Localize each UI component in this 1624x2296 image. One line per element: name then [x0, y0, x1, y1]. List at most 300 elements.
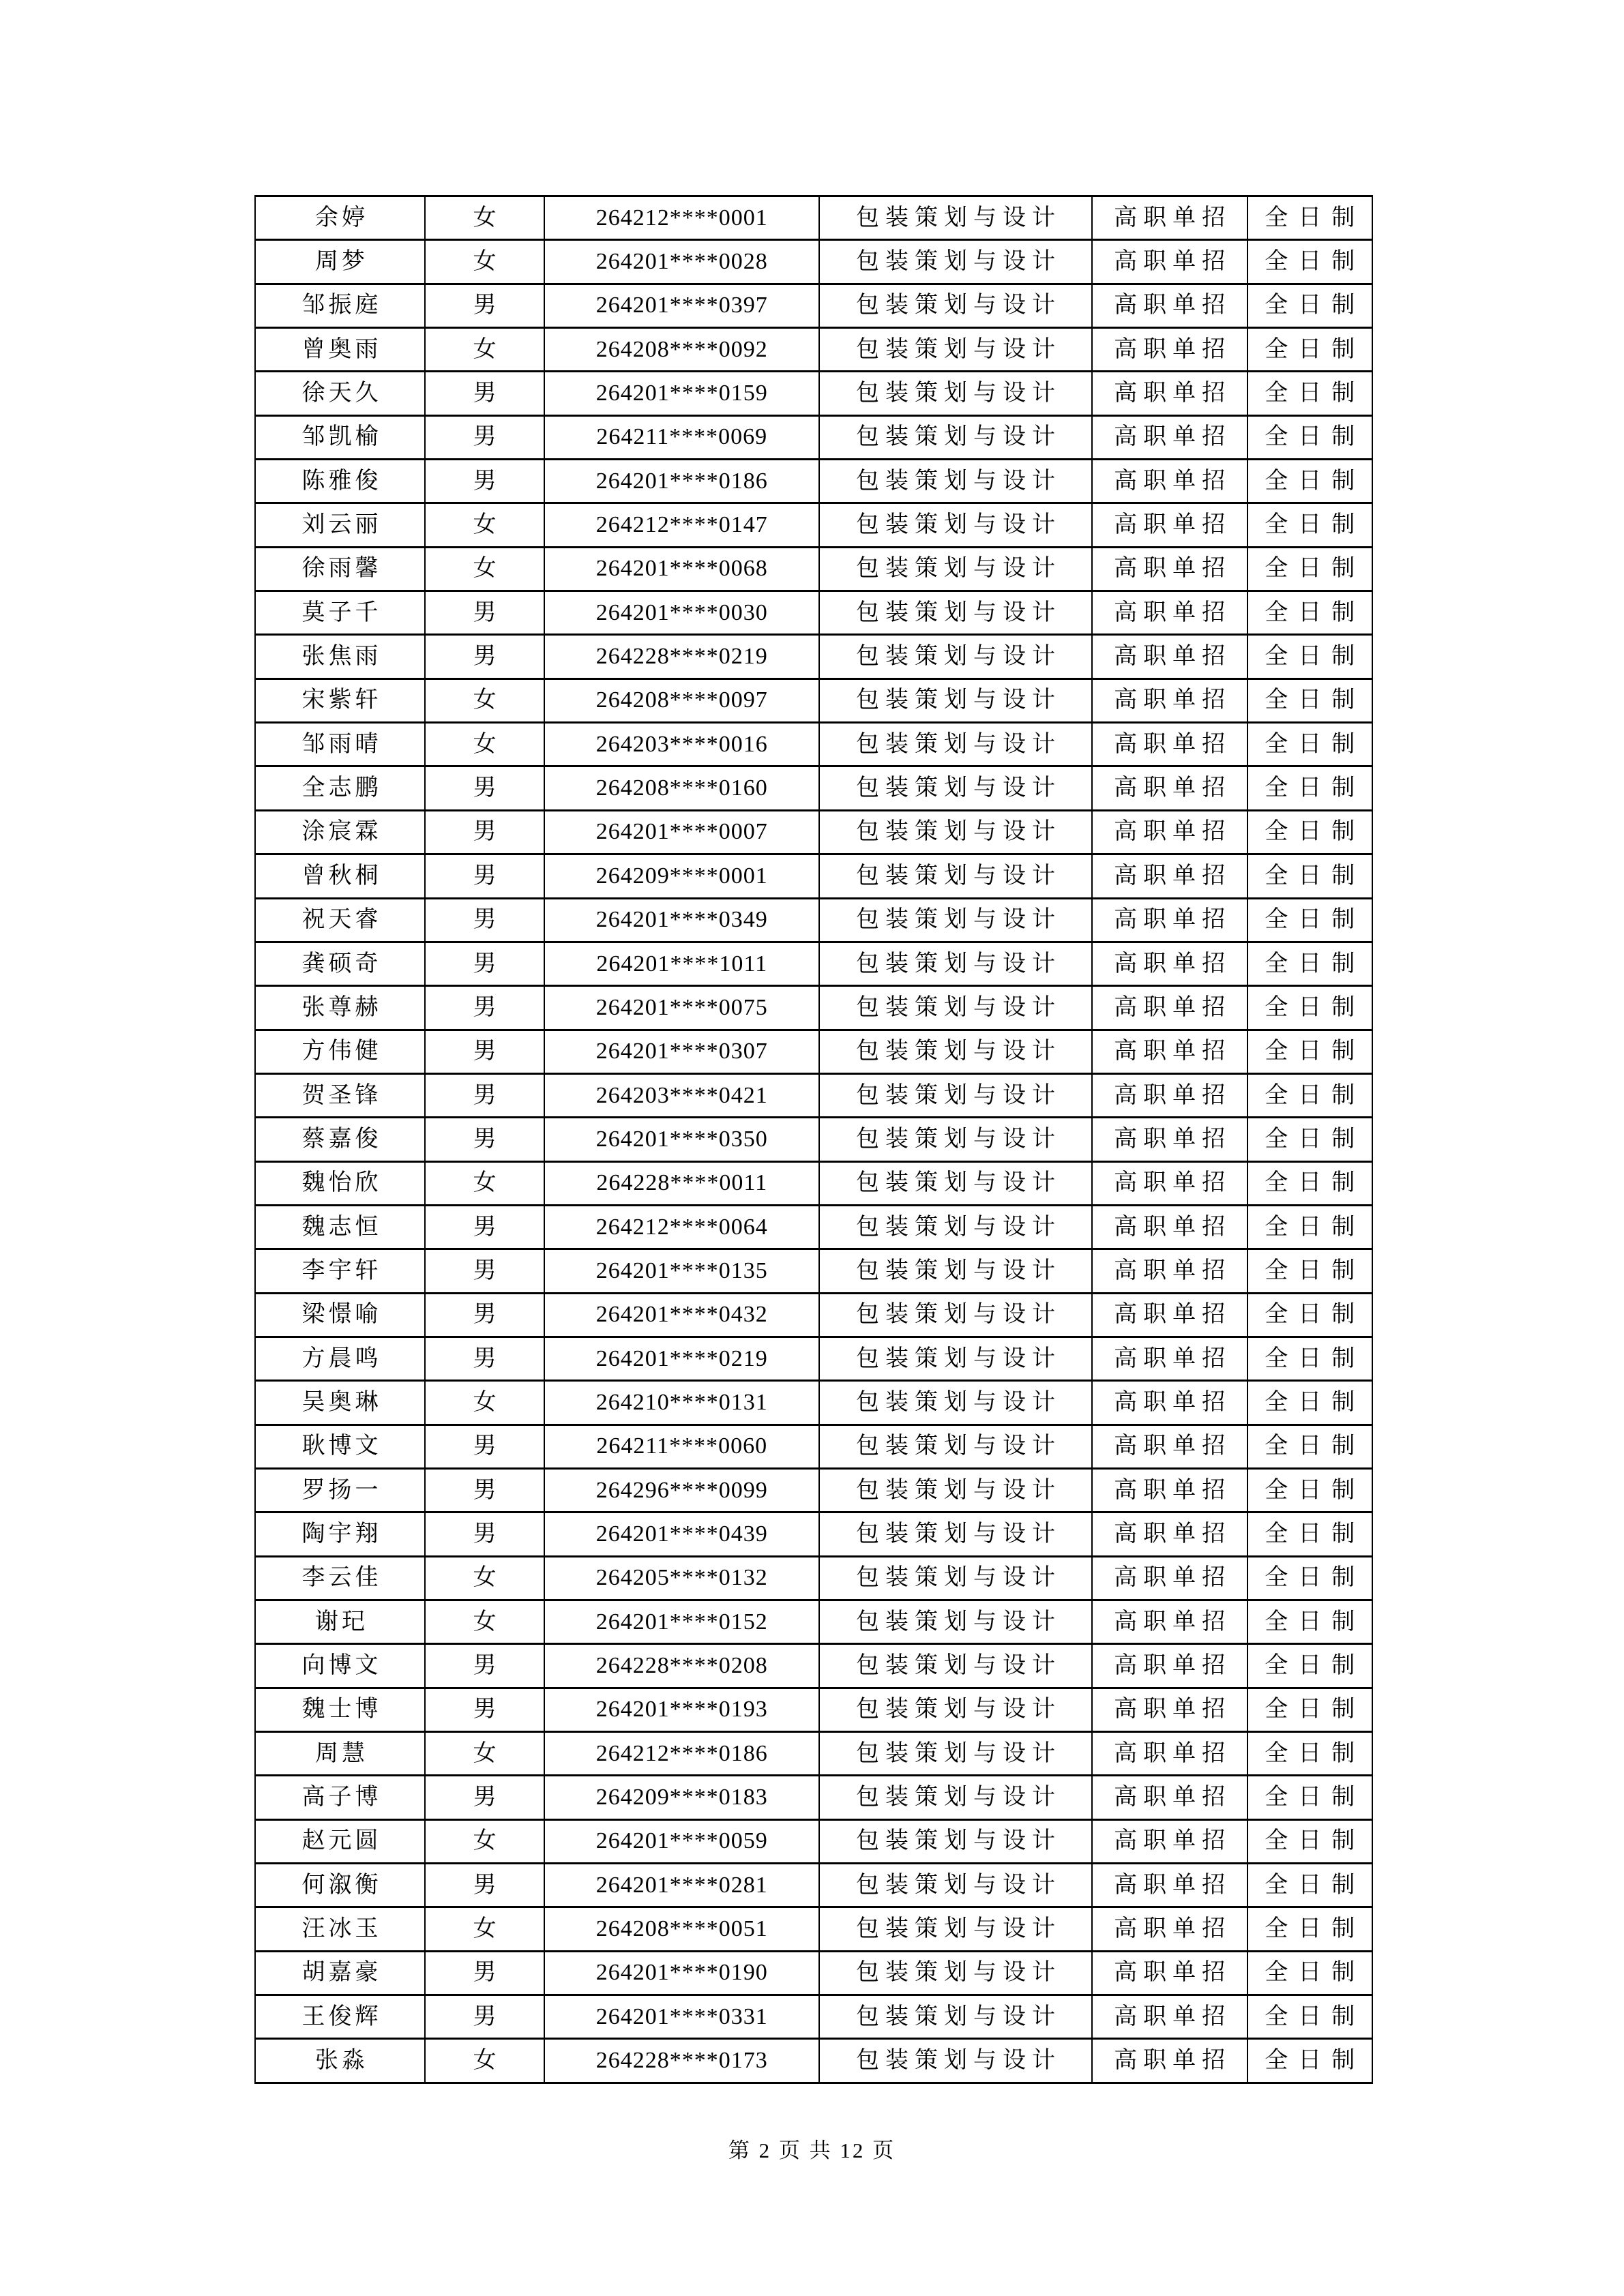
exam_id-cell: 264212****0001	[544, 196, 819, 240]
name-cell: 吴奥琳	[255, 1381, 425, 1425]
table-row	[255, 547, 1372, 591]
exam_id-cell: 264296****0099	[544, 1468, 819, 1512]
major-cell: 包装策划与设计	[819, 1381, 1092, 1425]
exam_id-cell: 264201****0219	[544, 1337, 819, 1380]
gender-cell: 女	[425, 328, 544, 372]
major-cell: 包装策划与设计	[819, 284, 1092, 327]
admission_type-cell: 高职单招	[1092, 942, 1247, 985]
study_mode-cell: 全日制	[1247, 591, 1372, 635]
table-row	[255, 723, 1372, 766]
table-row	[255, 1600, 1372, 1644]
table-row	[255, 1907, 1372, 1951]
exam_id-cell: 264228****0219	[544, 635, 819, 679]
table-row	[255, 1205, 1372, 1249]
name-cell: 涂宸霖	[255, 810, 425, 854]
gender-cell: 女	[425, 1556, 544, 1600]
major-cell: 包装策划与设计	[819, 1468, 1092, 1512]
major-cell: 包装策划与设计	[819, 942, 1092, 985]
name-cell: 刘云丽	[255, 503, 425, 547]
study_mode-cell: 全日制	[1247, 547, 1372, 591]
gender-cell: 女	[425, 1732, 544, 1776]
gender-cell: 男	[425, 1468, 544, 1512]
exam_id-cell: 264208****0092	[544, 328, 819, 372]
gender-cell: 男	[425, 591, 544, 635]
admission_type-cell: 高职单招	[1092, 1249, 1247, 1293]
name-cell: 高子博	[255, 1776, 425, 1819]
exam_id-cell: 264201****0007	[544, 810, 819, 854]
table-row	[255, 986, 1372, 1030]
major-cell: 包装策划与设计	[819, 766, 1092, 810]
admission_type-cell: 高职单招	[1092, 1512, 1247, 1556]
name-cell: 莫子千	[255, 591, 425, 635]
name-cell: 汪冰玉	[255, 1907, 425, 1951]
major-cell: 包装策划与设计	[819, 1337, 1092, 1380]
study_mode-cell: 全日制	[1247, 372, 1372, 415]
study_mode-cell: 全日制	[1247, 1907, 1372, 1951]
exam_id-cell: 264208****0160	[544, 766, 819, 810]
exam_id-cell: 264201****0331	[544, 1995, 819, 2039]
exam_id-cell: 264228****0208	[544, 1644, 819, 1688]
exam_id-cell: 264211****0060	[544, 1425, 819, 1468]
study_mode-cell: 全日制	[1247, 854, 1372, 898]
exam_id-cell: 264201****0028	[544, 240, 819, 284]
gender-cell: 男	[425, 942, 544, 985]
major-cell: 包装策划与设计	[819, 1118, 1092, 1161]
table-row	[255, 1512, 1372, 1556]
table-row	[255, 635, 1372, 679]
study_mode-cell: 全日制	[1247, 1293, 1372, 1337]
major-cell: 包装策划与设计	[819, 854, 1092, 898]
gender-cell: 男	[425, 1688, 544, 1731]
exam_id-cell: 264201****0159	[544, 372, 819, 415]
admission_type-cell: 高职单招	[1092, 1864, 1247, 1907]
gender-cell: 男	[425, 1293, 544, 1337]
admission_type-cell: 高职单招	[1092, 1073, 1247, 1117]
study_mode-cell: 全日制	[1247, 942, 1372, 985]
name-cell: 邹凯榆	[255, 415, 425, 459]
study_mode-cell: 全日制	[1247, 1688, 1372, 1731]
gender-cell: 男	[425, 1030, 544, 1073]
major-cell: 包装策划与设计	[819, 503, 1092, 547]
admission_type-cell: 高职单招	[1092, 1556, 1247, 1600]
major-cell: 包装策划与设计	[819, 1249, 1092, 1293]
admission_type-cell: 高职单招	[1092, 986, 1247, 1030]
students-table	[254, 195, 1373, 2084]
exam_id-cell: 264209****0183	[544, 1776, 819, 1819]
gender-cell: 女	[425, 1161, 544, 1205]
exam_id-cell: 264201****0439	[544, 1512, 819, 1556]
exam_id-cell: 264212****0064	[544, 1205, 819, 1249]
gender-cell: 男	[425, 415, 544, 459]
exam_id-cell: 264201****0152	[544, 1600, 819, 1644]
exam_id-cell: 264203****0421	[544, 1073, 819, 1117]
admission_type-cell: 高职单招	[1092, 1600, 1247, 1644]
gender-cell: 男	[425, 460, 544, 503]
study_mode-cell: 全日制	[1247, 415, 1372, 459]
gender-cell: 男	[425, 1951, 544, 1995]
admission_type-cell: 高职单招	[1092, 1776, 1247, 1819]
admission_type-cell: 高职单招	[1092, 1118, 1247, 1161]
admission_type-cell: 高职单招	[1092, 1995, 1247, 2039]
study_mode-cell: 全日制	[1247, 1337, 1372, 1380]
admission_type-cell: 高职单招	[1092, 196, 1247, 240]
major-cell: 包装策划与设计	[819, 1293, 1092, 1337]
gender-cell: 女	[425, 723, 544, 766]
table-row	[255, 1337, 1372, 1380]
name-cell: 李云佳	[255, 1556, 425, 1600]
table-row	[255, 503, 1372, 547]
gender-cell: 女	[425, 1907, 544, 1951]
table-row	[255, 591, 1372, 635]
table-row	[255, 810, 1372, 854]
admission_type-cell: 高职单招	[1092, 284, 1247, 327]
name-cell: 邹振庭	[255, 284, 425, 327]
admission_type-cell: 高职单招	[1092, 810, 1247, 854]
table-row	[255, 1425, 1372, 1468]
admission_type-cell: 高职单招	[1092, 1425, 1247, 1468]
admission_type-cell: 高职单招	[1092, 1293, 1247, 1337]
table-row	[255, 1864, 1372, 1907]
admission_type-cell: 高职单招	[1092, 591, 1247, 635]
study_mode-cell: 全日制	[1247, 1249, 1372, 1293]
table-row	[255, 328, 1372, 372]
gender-cell: 男	[425, 1118, 544, 1161]
major-cell: 包装策划与设计	[819, 196, 1092, 240]
major-cell: 包装策划与设计	[819, 810, 1092, 854]
study_mode-cell: 全日制	[1247, 1118, 1372, 1161]
study_mode-cell: 全日制	[1247, 1600, 1372, 1644]
major-cell: 包装策划与设计	[819, 1205, 1092, 1249]
exam_id-cell: 264228****0011	[544, 1161, 819, 1205]
name-cell: 陶宇翔	[255, 1512, 425, 1556]
gender-cell: 女	[425, 1381, 544, 1425]
admission_type-cell: 高职单招	[1092, 1030, 1247, 1073]
gender-cell: 女	[425, 2039, 544, 2083]
gender-cell: 男	[425, 1073, 544, 1117]
exam_id-cell: 264212****0147	[544, 503, 819, 547]
major-cell: 包装策划与设计	[819, 1951, 1092, 1995]
name-cell: 蔡嘉俊	[255, 1118, 425, 1161]
name-cell: 何溆衡	[255, 1864, 425, 1907]
admission_type-cell: 高职单招	[1092, 898, 1247, 942]
admission_type-cell: 高职单招	[1092, 415, 1247, 459]
study_mode-cell: 全日制	[1247, 1951, 1372, 1995]
name-cell: 周慧	[255, 1732, 425, 1776]
name-cell: 梁憬喻	[255, 1293, 425, 1337]
study_mode-cell: 全日制	[1247, 1995, 1372, 2039]
name-cell: 贺圣锋	[255, 1073, 425, 1117]
study_mode-cell: 全日制	[1247, 1864, 1372, 1907]
table-row	[255, 1249, 1372, 1293]
name-cell: 魏怡欣	[255, 1161, 425, 1205]
admission_type-cell: 高职单招	[1092, 1381, 1247, 1425]
admission_type-cell: 高职单招	[1092, 1468, 1247, 1512]
exam_id-cell: 264201****0135	[544, 1249, 819, 1293]
name-cell: 方晨鸣	[255, 1337, 425, 1380]
name-cell: 余婷	[255, 196, 425, 240]
table-row	[255, 1381, 1372, 1425]
table-row	[255, 1030, 1372, 1073]
study_mode-cell: 全日制	[1247, 1425, 1372, 1468]
table-row	[255, 372, 1372, 415]
exam_id-cell: 264203****0016	[544, 723, 819, 766]
table-row	[255, 1468, 1372, 1512]
study_mode-cell: 全日制	[1247, 766, 1372, 810]
name-cell: 向博文	[255, 1644, 425, 1688]
major-cell: 包装策划与设计	[819, 1995, 1092, 2039]
table-row	[255, 898, 1372, 942]
study_mode-cell: 全日制	[1247, 196, 1372, 240]
table-row	[255, 942, 1372, 985]
exam_id-cell: 264205****0132	[544, 1556, 819, 1600]
major-cell: 包装策划与设计	[819, 679, 1092, 722]
table-row	[255, 284, 1372, 327]
exam_id-cell: 264201****0190	[544, 1951, 819, 1995]
gender-cell: 男	[425, 810, 544, 854]
name-cell: 周梦	[255, 240, 425, 284]
name-cell: 魏志恒	[255, 1205, 425, 1249]
table-row	[255, 679, 1372, 722]
gender-cell: 男	[425, 635, 544, 679]
major-cell: 包装策划与设计	[819, 547, 1092, 591]
gender-cell: 男	[425, 372, 544, 415]
gender-cell: 女	[425, 196, 544, 240]
exam_id-cell: 264201****0350	[544, 1118, 819, 1161]
gender-cell: 男	[425, 1995, 544, 2039]
table-row	[255, 2039, 1372, 2083]
exam_id-cell: 264208****0097	[544, 679, 819, 722]
gender-cell: 男	[425, 1205, 544, 1249]
name-cell: 张淼	[255, 2039, 425, 2083]
name-cell: 龚硕奇	[255, 942, 425, 985]
study_mode-cell: 全日制	[1247, 460, 1372, 503]
exam_id-cell: 264228****0173	[544, 2039, 819, 2083]
gender-cell: 男	[425, 1864, 544, 1907]
exam_id-cell: 264201****0281	[544, 1864, 819, 1907]
table-row	[255, 415, 1372, 459]
study_mode-cell: 全日制	[1247, 1512, 1372, 1556]
admission_type-cell: 高职单招	[1092, 1688, 1247, 1731]
major-cell: 包装策划与设计	[819, 1512, 1092, 1556]
admission_type-cell: 高职单招	[1092, 1337, 1247, 1380]
gender-cell: 男	[425, 1337, 544, 1380]
gender-cell: 男	[425, 766, 544, 810]
exam_id-cell: 264201****0397	[544, 284, 819, 327]
admission_type-cell: 高职单招	[1092, 328, 1247, 372]
admission_type-cell: 高职单招	[1092, 460, 1247, 503]
exam_id-cell: 264201****0030	[544, 591, 819, 635]
table-row	[255, 1819, 1372, 1863]
admission_type-cell: 高职单招	[1092, 679, 1247, 722]
major-cell: 包装策划与设计	[819, 1776, 1092, 1819]
admission_type-cell: 高职单招	[1092, 240, 1247, 284]
exam_id-cell: 264201****0059	[544, 1819, 819, 1863]
exam_id-cell: 264201****0307	[544, 1030, 819, 1073]
admission_type-cell: 高职单招	[1092, 635, 1247, 679]
study_mode-cell: 全日制	[1247, 1161, 1372, 1205]
name-cell: 全志鹏	[255, 766, 425, 810]
major-cell: 包装策划与设计	[819, 328, 1092, 372]
major-cell: 包装策划与设计	[819, 1864, 1092, 1907]
gender-cell: 男	[425, 986, 544, 1030]
table-row	[255, 766, 1372, 810]
name-cell: 宋紫轩	[255, 679, 425, 722]
admission_type-cell: 高职单招	[1092, 723, 1247, 766]
table-row	[255, 1073, 1372, 1117]
exam_id-cell: 264201****0432	[544, 1293, 819, 1337]
major-cell: 包装策划与设计	[819, 1732, 1092, 1776]
major-cell: 包装策划与设计	[819, 240, 1092, 284]
major-cell: 包装策划与设计	[819, 898, 1092, 942]
name-cell: 谢玘	[255, 1600, 425, 1644]
name-cell: 方伟健	[255, 1030, 425, 1073]
table-row	[255, 1556, 1372, 1600]
gender-cell: 男	[425, 284, 544, 327]
study_mode-cell: 全日制	[1247, 1819, 1372, 1863]
major-cell: 包装策划与设计	[819, 1600, 1092, 1644]
exam_id-cell: 264201****0186	[544, 460, 819, 503]
gender-cell: 女	[425, 1819, 544, 1863]
gender-cell: 男	[425, 1249, 544, 1293]
name-cell: 耿博文	[255, 1425, 425, 1468]
gender-cell: 女	[425, 1600, 544, 1644]
admission_type-cell: 高职单招	[1092, 1644, 1247, 1688]
name-cell: 陈雅俊	[255, 460, 425, 503]
study_mode-cell: 全日制	[1247, 284, 1372, 327]
gender-cell: 男	[425, 854, 544, 898]
table-row	[255, 854, 1372, 898]
name-cell: 李宇轩	[255, 1249, 425, 1293]
table-row	[255, 1161, 1372, 1205]
study_mode-cell: 全日制	[1247, 898, 1372, 942]
table-row	[255, 460, 1372, 503]
table-row	[255, 240, 1372, 284]
gender-cell: 女	[425, 679, 544, 722]
exam_id-cell: 264208****0051	[544, 1907, 819, 1951]
exam_id-cell: 264212****0186	[544, 1732, 819, 1776]
name-cell: 徐雨馨	[255, 547, 425, 591]
admission_type-cell: 高职单招	[1092, 766, 1247, 810]
gender-cell: 男	[425, 1644, 544, 1688]
study_mode-cell: 全日制	[1247, 1381, 1372, 1425]
exam_id-cell: 264201****0075	[544, 986, 819, 1030]
admission_type-cell: 高职单招	[1092, 503, 1247, 547]
major-cell: 包装策划与设计	[819, 1161, 1092, 1205]
study_mode-cell: 全日制	[1247, 1468, 1372, 1512]
table-row	[255, 1732, 1372, 1776]
study_mode-cell: 全日制	[1247, 723, 1372, 766]
name-cell: 赵元圆	[255, 1819, 425, 1863]
table-row	[255, 196, 1372, 240]
name-cell: 曾秋桐	[255, 854, 425, 898]
exam_id-cell: 264211****0069	[544, 415, 819, 459]
name-cell: 张尊赫	[255, 986, 425, 1030]
page-number-footer: 第 2 页 共 12 页	[728, 2138, 896, 2162]
study_mode-cell: 全日制	[1247, 986, 1372, 1030]
exam_id-cell: 264201****0349	[544, 898, 819, 942]
study_mode-cell: 全日制	[1247, 1205, 1372, 1249]
exam_id-cell: 264201****0068	[544, 547, 819, 591]
major-cell: 包装策划与设计	[819, 1556, 1092, 1600]
study_mode-cell: 全日制	[1247, 679, 1372, 722]
major-cell: 包装策划与设计	[819, 1425, 1092, 1468]
gender-cell: 女	[425, 503, 544, 547]
gender-cell: 女	[425, 547, 544, 591]
name-cell: 徐天久	[255, 372, 425, 415]
study_mode-cell: 全日制	[1247, 1073, 1372, 1117]
admission_type-cell: 高职单招	[1092, 1205, 1247, 1249]
study_mode-cell: 全日制	[1247, 1732, 1372, 1776]
admission_type-cell: 高职单招	[1092, 547, 1247, 591]
name-cell: 曾奥雨	[255, 328, 425, 372]
name-cell: 邹雨晴	[255, 723, 425, 766]
exam_id-cell: 264201****0193	[544, 1688, 819, 1731]
admission_type-cell: 高职单招	[1092, 1907, 1247, 1951]
students-table-body	[255, 196, 1372, 2083]
admission_type-cell: 高职单招	[1092, 2039, 1247, 2083]
table-row	[255, 1688, 1372, 1731]
study_mode-cell: 全日制	[1247, 2039, 1372, 2083]
name-cell: 祝天睿	[255, 898, 425, 942]
major-cell: 包装策划与设计	[819, 1819, 1092, 1863]
major-cell: 包装策划与设计	[819, 1907, 1092, 1951]
exam_id-cell: 264210****0131	[544, 1381, 819, 1425]
study_mode-cell: 全日制	[1247, 240, 1372, 284]
major-cell: 包装策划与设计	[819, 1688, 1092, 1731]
admission_type-cell: 高职单招	[1092, 854, 1247, 898]
table-row	[255, 1776, 1372, 1819]
admission_type-cell: 高职单招	[1092, 1951, 1247, 1995]
name-cell: 罗扬一	[255, 1468, 425, 1512]
gender-cell: 男	[425, 1425, 544, 1468]
name-cell: 胡嘉豪	[255, 1951, 425, 1995]
major-cell: 包装策划与设计	[819, 1073, 1092, 1117]
admission_type-cell: 高职单招	[1092, 1732, 1247, 1776]
major-cell: 包装策划与设计	[819, 635, 1092, 679]
major-cell: 包装策划与设计	[819, 460, 1092, 503]
major-cell: 包装策划与设计	[819, 986, 1092, 1030]
study_mode-cell: 全日制	[1247, 635, 1372, 679]
major-cell: 包装策划与设计	[819, 723, 1092, 766]
table-row	[255, 1118, 1372, 1161]
major-cell: 包装策划与设计	[819, 1644, 1092, 1688]
study_mode-cell: 全日制	[1247, 1644, 1372, 1688]
name-cell: 张焦雨	[255, 635, 425, 679]
gender-cell: 女	[425, 240, 544, 284]
major-cell: 包装策划与设计	[819, 2039, 1092, 2083]
admission_type-cell: 高职单招	[1092, 1819, 1247, 1863]
study_mode-cell: 全日制	[1247, 1556, 1372, 1600]
major-cell: 包装策划与设计	[819, 372, 1092, 415]
admission_type-cell: 高职单招	[1092, 372, 1247, 415]
study_mode-cell: 全日制	[1247, 810, 1372, 854]
exam_id-cell: 264201****1011	[544, 942, 819, 985]
table-row	[255, 1644, 1372, 1688]
major-cell: 包装策划与设计	[819, 591, 1092, 635]
table-row	[255, 1293, 1372, 1337]
exam_id-cell: 264209****0001	[544, 854, 819, 898]
table-row	[255, 1951, 1372, 1995]
study_mode-cell: 全日制	[1247, 328, 1372, 372]
major-cell: 包装策划与设计	[819, 415, 1092, 459]
major-cell: 包装策划与设计	[819, 1030, 1092, 1073]
admission_type-cell: 高职单招	[1092, 1161, 1247, 1205]
study_mode-cell: 全日制	[1247, 1030, 1372, 1073]
study_mode-cell: 全日制	[1247, 1776, 1372, 1819]
table-row	[255, 1995, 1372, 2039]
gender-cell: 男	[425, 1776, 544, 1819]
gender-cell: 男	[425, 1512, 544, 1556]
